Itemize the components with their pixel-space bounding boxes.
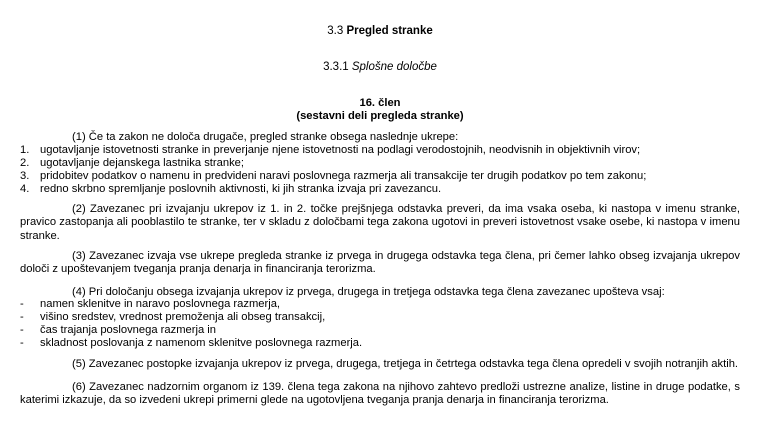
paragraph-1: (1) Če ta zakon ne določa drugače, pregled stranke obsega naslednje ukrepe: xyxy=(72,131,459,143)
article-number: 16. člen xyxy=(359,97,401,109)
list-item-text: pridobitev podatkov o namenu in predvideni naravi poslovnega razmerja ali transakcije ter drugih podatkov po tem zakonu; xyxy=(40,170,647,183)
paragraph-2: (2) Zavezanec pri izvajanju ukrepov iz 1. in 2. točke prejšnjega odstavka preveri, da ima vsaka oseba, ki nastopa v imenu stranke, pravico zastopanja ali pooblastilo te stranke, ter v skladu z določbami tega zakona ugotovi in preveri istovetnost vsake osebe, ki nastopa v imenu stranke. xyxy=(20,203,740,242)
list-item-text: čas trajanja poslovnega razmerja in xyxy=(40,324,216,337)
list-item-text: višino sredstev, vrednost premoženja ali obseg transakcij, xyxy=(40,311,326,324)
list-item xyxy=(20,298,740,311)
list-item xyxy=(20,337,740,350)
list-item-text: ugotavljanje istovetnosti stranke in preverjanje njene istovetnosti na podlagi verodostojnih, neodvisnih in objektivnih virov; xyxy=(40,144,641,156)
list-item-text: ugotavljanje dejanskega lastnika stranke; xyxy=(40,157,244,170)
article-subtitle: (sestavni deli pregleda stranke) xyxy=(296,110,464,122)
list-marker: 4. xyxy=(20,183,30,196)
list-marker: - xyxy=(20,324,24,337)
subsection-heading xyxy=(20,61,740,73)
list-marker: 1. xyxy=(20,144,30,156)
list-item xyxy=(20,170,740,183)
criteria-list xyxy=(20,298,740,350)
list-item xyxy=(20,183,740,196)
section-number: 3.3 xyxy=(327,25,344,37)
list-item-text: redno skrbno spremljanje poslovnih aktivnosti, ki jih stranka izvaja pri zavezancu. xyxy=(40,183,442,196)
measures-list xyxy=(20,144,740,196)
list-item xyxy=(20,324,740,337)
list-item-text: skladnost poslovanja z namenom sklenitve poslovnega razmerja. xyxy=(40,337,363,350)
paragraph-6: (6) Zavezanec nadzornim organom iz 139. člena tega zakona na njihovo zahtevo predloži ustrezne analize, listine in druge podatke, s katerimi izkazuje, da so izvedeni ukrepi primerni glede na ugotovljena tveganja pranja denarja in financiranja terorizma. xyxy=(20,381,740,407)
list-item-text: namen sklenitve in naravo poslovnega razmerja, xyxy=(40,298,281,310)
list-marker: 2. xyxy=(20,157,30,170)
section-title: Pregled stranke xyxy=(346,25,433,37)
subsection-title: Splošne določbe xyxy=(351,61,437,73)
list-item xyxy=(20,144,740,157)
list-marker: - xyxy=(20,311,24,324)
subsection-number: 3.3.1 xyxy=(323,61,349,73)
list-item xyxy=(20,311,740,324)
paragraph-4: (4) Pri določanju obsega izvajanja ukrepov iz prvega, drugega in tretjega odstavka tega člena zavezanec upošteva vsaj: xyxy=(72,286,665,298)
list-item xyxy=(20,157,740,170)
paragraph-3: (3) Zavezanec izvaja vse ukrepe pregleda stranke iz prvega in drugega odstavka tega člena, pri čemer lahko obseg izvajanja ukrepov določi z upoštevanjem tveganja pranja denarja in financiranja terorizma. xyxy=(20,250,740,276)
section-heading xyxy=(20,25,740,37)
paragraph-5: (5) Zavezanec postopke izvajanja ukrepov iz prvega, drugega, tretjega in četrtega odstavka tega člena opredeli v svojih notranjih aktih. xyxy=(72,358,739,370)
list-marker: - xyxy=(20,337,24,350)
article-heading xyxy=(20,97,740,123)
list-marker: - xyxy=(20,298,24,310)
list-marker: 3. xyxy=(20,170,30,183)
